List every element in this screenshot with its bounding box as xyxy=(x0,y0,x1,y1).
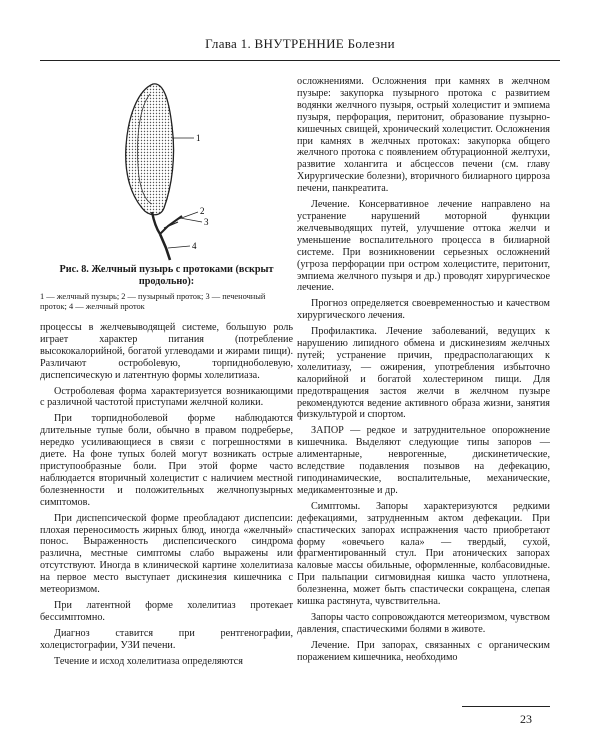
paragraph: процессы в желчевыводящей системе, большую роль играет характер питания (потребление высококалорийной, богатой углеводами и жирами пищи). Различают остробolевую, торпидноболевую, диспепсическую и латентную формы холелитиаза. xyxy=(40,322,293,381)
figure-gallbladder xyxy=(40,76,293,262)
paragraph: Запоры часто сопровождаются метеоризмом, чувством давления, спастическими болями в животе. xyxy=(297,611,550,635)
paragraph: ЗАПОР — редкое и затруднительное опорожнение кишечника. Выделяют следующие типы запоров — алиментарные, неврогенные, дискинетические, вследствие подавления позывов на дефекацию, гиподинамические, воспалительные, механические, медикаментозные и др. xyxy=(297,425,550,496)
figure-caption-title: Рис. 8. Желчный пузырь с протоками (вскрыт продольно): xyxy=(59,264,274,287)
paragraph: Прогноз определяется своевременностью и качеством хирургического лечения. xyxy=(297,298,550,322)
paragraph: Диагноз ставится при рентгенографии, холецистографии, УЗИ печени. xyxy=(40,627,293,651)
figure-label-2: 2 xyxy=(200,206,205,216)
figure-label-4: 4 xyxy=(192,241,197,251)
paragraph: Течение и исход холелитиаза определяются xyxy=(54,655,243,667)
paragraph: При торпидноболевой форме наблюдаются длительные тупые боли, обычно в правом подреберье, нередко усиливающиеся в связи с погрешностями в диете. На фоне тупых болей могут возникать острые приступообразные боли. При этой форме часто наблюдается вторичный холецистит с наличием местной болезненности и положительных желчнопузырных симптомов. xyxy=(40,413,293,508)
figure-caption-legend: 1 — желчный пузырь; 2 — пузырный проток; 3 — печеночный проток; 4 — желчный проток xyxy=(40,292,266,311)
paragraph: Лечение. При запорах, связанных с органическим поражением кишечника, необходимо xyxy=(297,639,550,663)
running-header xyxy=(40,36,560,61)
left-column xyxy=(40,76,293,671)
left-paragraphs xyxy=(40,322,293,667)
gallbladder-illustration xyxy=(98,76,248,262)
footer-rule xyxy=(462,706,550,707)
paragraph: Симптомы. Запоры характеризуются редкими дефекациями, затрудненным актом дефекации. При спастических запорах испражнения часто приобретают форму «овечьего кала» — твердый, сухой, фрагментированный стул. При атонических запорах каловые массы обильные, оформленные, колбасовидные. При пальпации сигмовидная кишка часто уплотнена, болезненна, может быть спастически сокращена, слепая кишка растянута, чувствительна. xyxy=(297,500,550,608)
figure-label-3: 3 xyxy=(204,217,209,227)
page-number: 23 xyxy=(520,712,532,726)
paragraph: Лечение. Консервативное лечение направлено на устранение нарушений моторной функции желчевыводящих путей, улучшение оттока желчи и уменьшение воспалительного процесса в билиарной системе. При возникновении серьезных осложнений (угроза перфорации при остром холецистите, перитонит, эмпиема желчного пузыря и др.) проводят хирургическое лечение. xyxy=(297,199,550,294)
paragraph: При диспепсической форме преобладают диспепсии: плохая переносимость жирных блюд, иногда «желчный» понос. Выраженность диспепсического синдрома различна, местные симптомы слабо выражены или отсутствуют. Иногда в клинической картине холелитиаза на первое место выступает дискинезия кишечника с метеоризмом. xyxy=(40,512,293,596)
figure-label-1: 1 xyxy=(196,133,201,143)
chapter-title: Глава 1. ВНУТРЕННИЕ Болезни xyxy=(205,36,395,51)
paragraph: осложнениями. Осложнения при камнях в желчном пузыре: закупорка пузырного протока с развитием водянки желчного пузыря, острый холецистит и эмпиема пузыря, перфорация, перитонит, образование пузырно-кишечных свищей, хронический холецистит. Осложнения при камнях в желчных протоках: закупорка общего желчного протока с появлением обтурационной желтухи, развитие холангита и абсцессов печени (см. главу Хирургические болезни), вторичного билиарного цирроза печени, панкреатита. xyxy=(297,76,550,195)
paragraph: При латентной форме холелитиаз протекает бессимптомно. xyxy=(40,599,293,623)
right-paragraphs xyxy=(297,76,550,664)
paragraph: Остроболевая форма характеризуется возникающими с различной частотой приступами желчной колики. xyxy=(40,385,293,409)
right-column xyxy=(297,76,550,668)
paragraph: Профилактика. Лечение заболеваний, ведущих к нарушению липидного обмена и дискинезиям желчных путей; устранение причин, предрасполагающих к холелитиазу, — ожирения, употребления избыточно калорийной и богатой холестерином пищи. Для предотвращения застоя желчи в желчном пузыре рекомендуются ведение активного образа жизни, занятия физкультурой и спортом. xyxy=(297,326,550,421)
